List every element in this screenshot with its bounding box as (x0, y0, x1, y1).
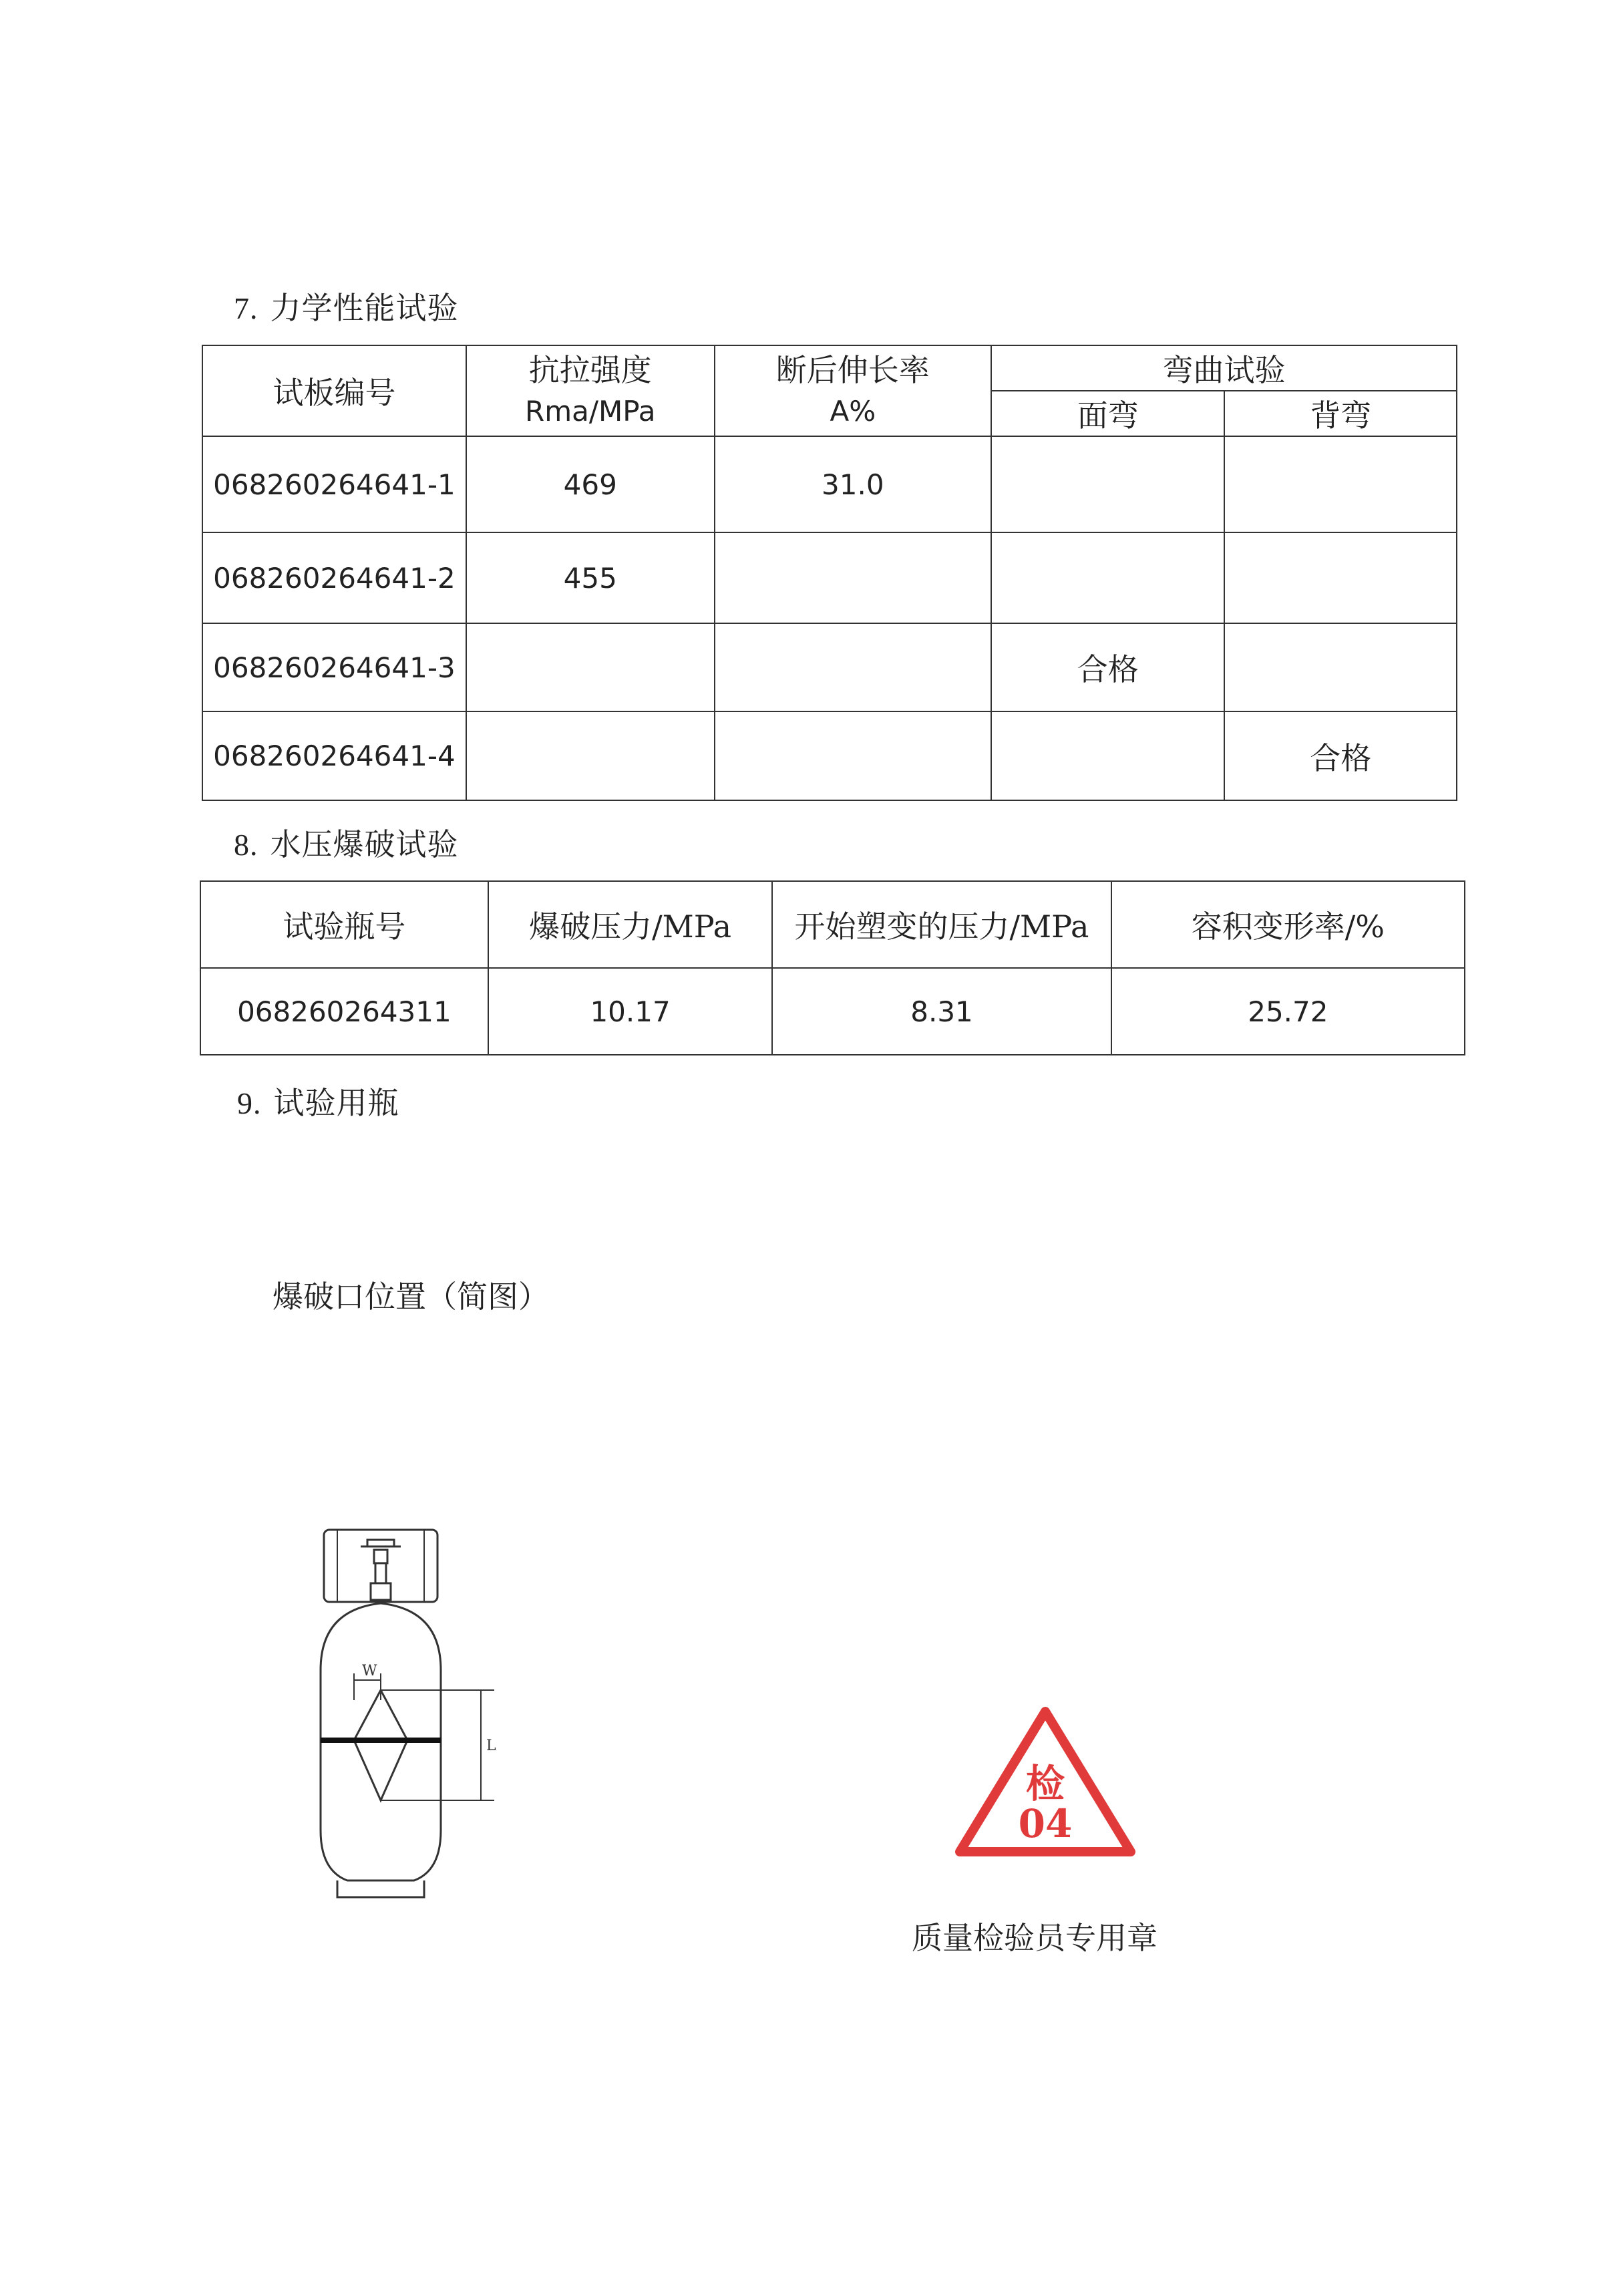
section8-number: 8. (234, 828, 258, 862)
cell-elongation (715, 623, 991, 711)
cell-face-bend (991, 436, 1224, 532)
cell-face-bend: 合格 (991, 623, 1224, 711)
width-label: W (362, 1663, 377, 1679)
header-plate-no: 试板编号 (202, 345, 466, 436)
header-volume-deform: 容积变形率/% (1111, 881, 1465, 968)
header-burst-pressure: 爆破压力/MPa (488, 881, 773, 968)
inspector-stamp (952, 1703, 1139, 1864)
cell-face-bend (991, 532, 1224, 623)
section7-title: 力学性能试验 (270, 291, 459, 325)
cell-back-bend (1224, 436, 1457, 532)
cell-yield-pressure: 8.31 (772, 968, 1111, 1055)
valve-icon (361, 1540, 401, 1600)
cell-burst-pressure: 10.17 (488, 968, 773, 1055)
gas-cylinder-diagram (281, 1516, 548, 1904)
table-row (202, 711, 1457, 800)
header-bend-test: 弯曲试验 (991, 345, 1457, 391)
header-elongation (715, 345, 991, 436)
cell-elongation (715, 711, 991, 800)
cell-plate-no: 068260264641-3 (202, 623, 466, 711)
cell-back-bend (1224, 532, 1457, 623)
header-yield-pressure: 开始塑变的压力/MPa (772, 881, 1111, 968)
cell-volume-deform: 25.72 (1111, 968, 1465, 1055)
table-row (200, 968, 1465, 1055)
header-face-bend: 面弯 (991, 391, 1224, 436)
foot-ring (337, 1880, 424, 1897)
header-tensile (466, 345, 715, 436)
stamp-text-1: 检 (1025, 1761, 1065, 1806)
cell-bottle-no: 068260264311 (200, 968, 488, 1055)
stamp-label: 质量检验员专用章 (912, 1921, 1157, 1955)
cell-back-bend: 合格 (1224, 711, 1457, 800)
table-row (202, 436, 1457, 532)
cell-plate-no: 068260264641-2 (202, 532, 466, 623)
cell-tensile: 455 (466, 532, 715, 623)
header-bottle-no: 试验瓶号 (200, 881, 488, 968)
section9-number: 9. (237, 1086, 262, 1120)
table-row (202, 532, 1457, 623)
header-elongation-label: 断后伸长率 (775, 352, 930, 388)
header-tensile-label: 抗拉强度 (528, 352, 652, 388)
cell-back-bend (1224, 623, 1457, 711)
cell-elongation: 31.0 (715, 436, 991, 532)
section8-heading (234, 820, 459, 864)
stamp-text-2: 04 (1018, 1801, 1073, 1846)
section8-title: 水压爆破试验 (270, 828, 459, 862)
section7-heading (234, 284, 459, 328)
cell-plate-no: 068260264641-4 (202, 711, 466, 800)
burst-opening (354, 1690, 407, 1800)
cell-face-bend (991, 711, 1224, 800)
header-elongation-unit: A% (830, 395, 876, 428)
cell-elongation (715, 532, 991, 623)
header-tensile-unit: Rma/MPa (525, 395, 656, 428)
length-label: L (486, 1738, 496, 1754)
cell-plate-no: 068260264641-1 (202, 436, 466, 532)
cell-tensile (466, 623, 715, 711)
burst-position-caption: 爆破口位置（简图） (273, 1280, 549, 1314)
mechanical-test-table (202, 345, 1457, 801)
burst-test-table (200, 880, 1465, 1055)
section9-title: 试验用瓶 (273, 1086, 399, 1120)
section9-heading (237, 1079, 399, 1123)
header-back-bend: 背弯 (1224, 391, 1457, 436)
cell-tensile (466, 711, 715, 800)
cell-tensile: 469 (466, 436, 715, 532)
table-row (202, 623, 1457, 711)
section7-number: 7. (234, 291, 258, 325)
